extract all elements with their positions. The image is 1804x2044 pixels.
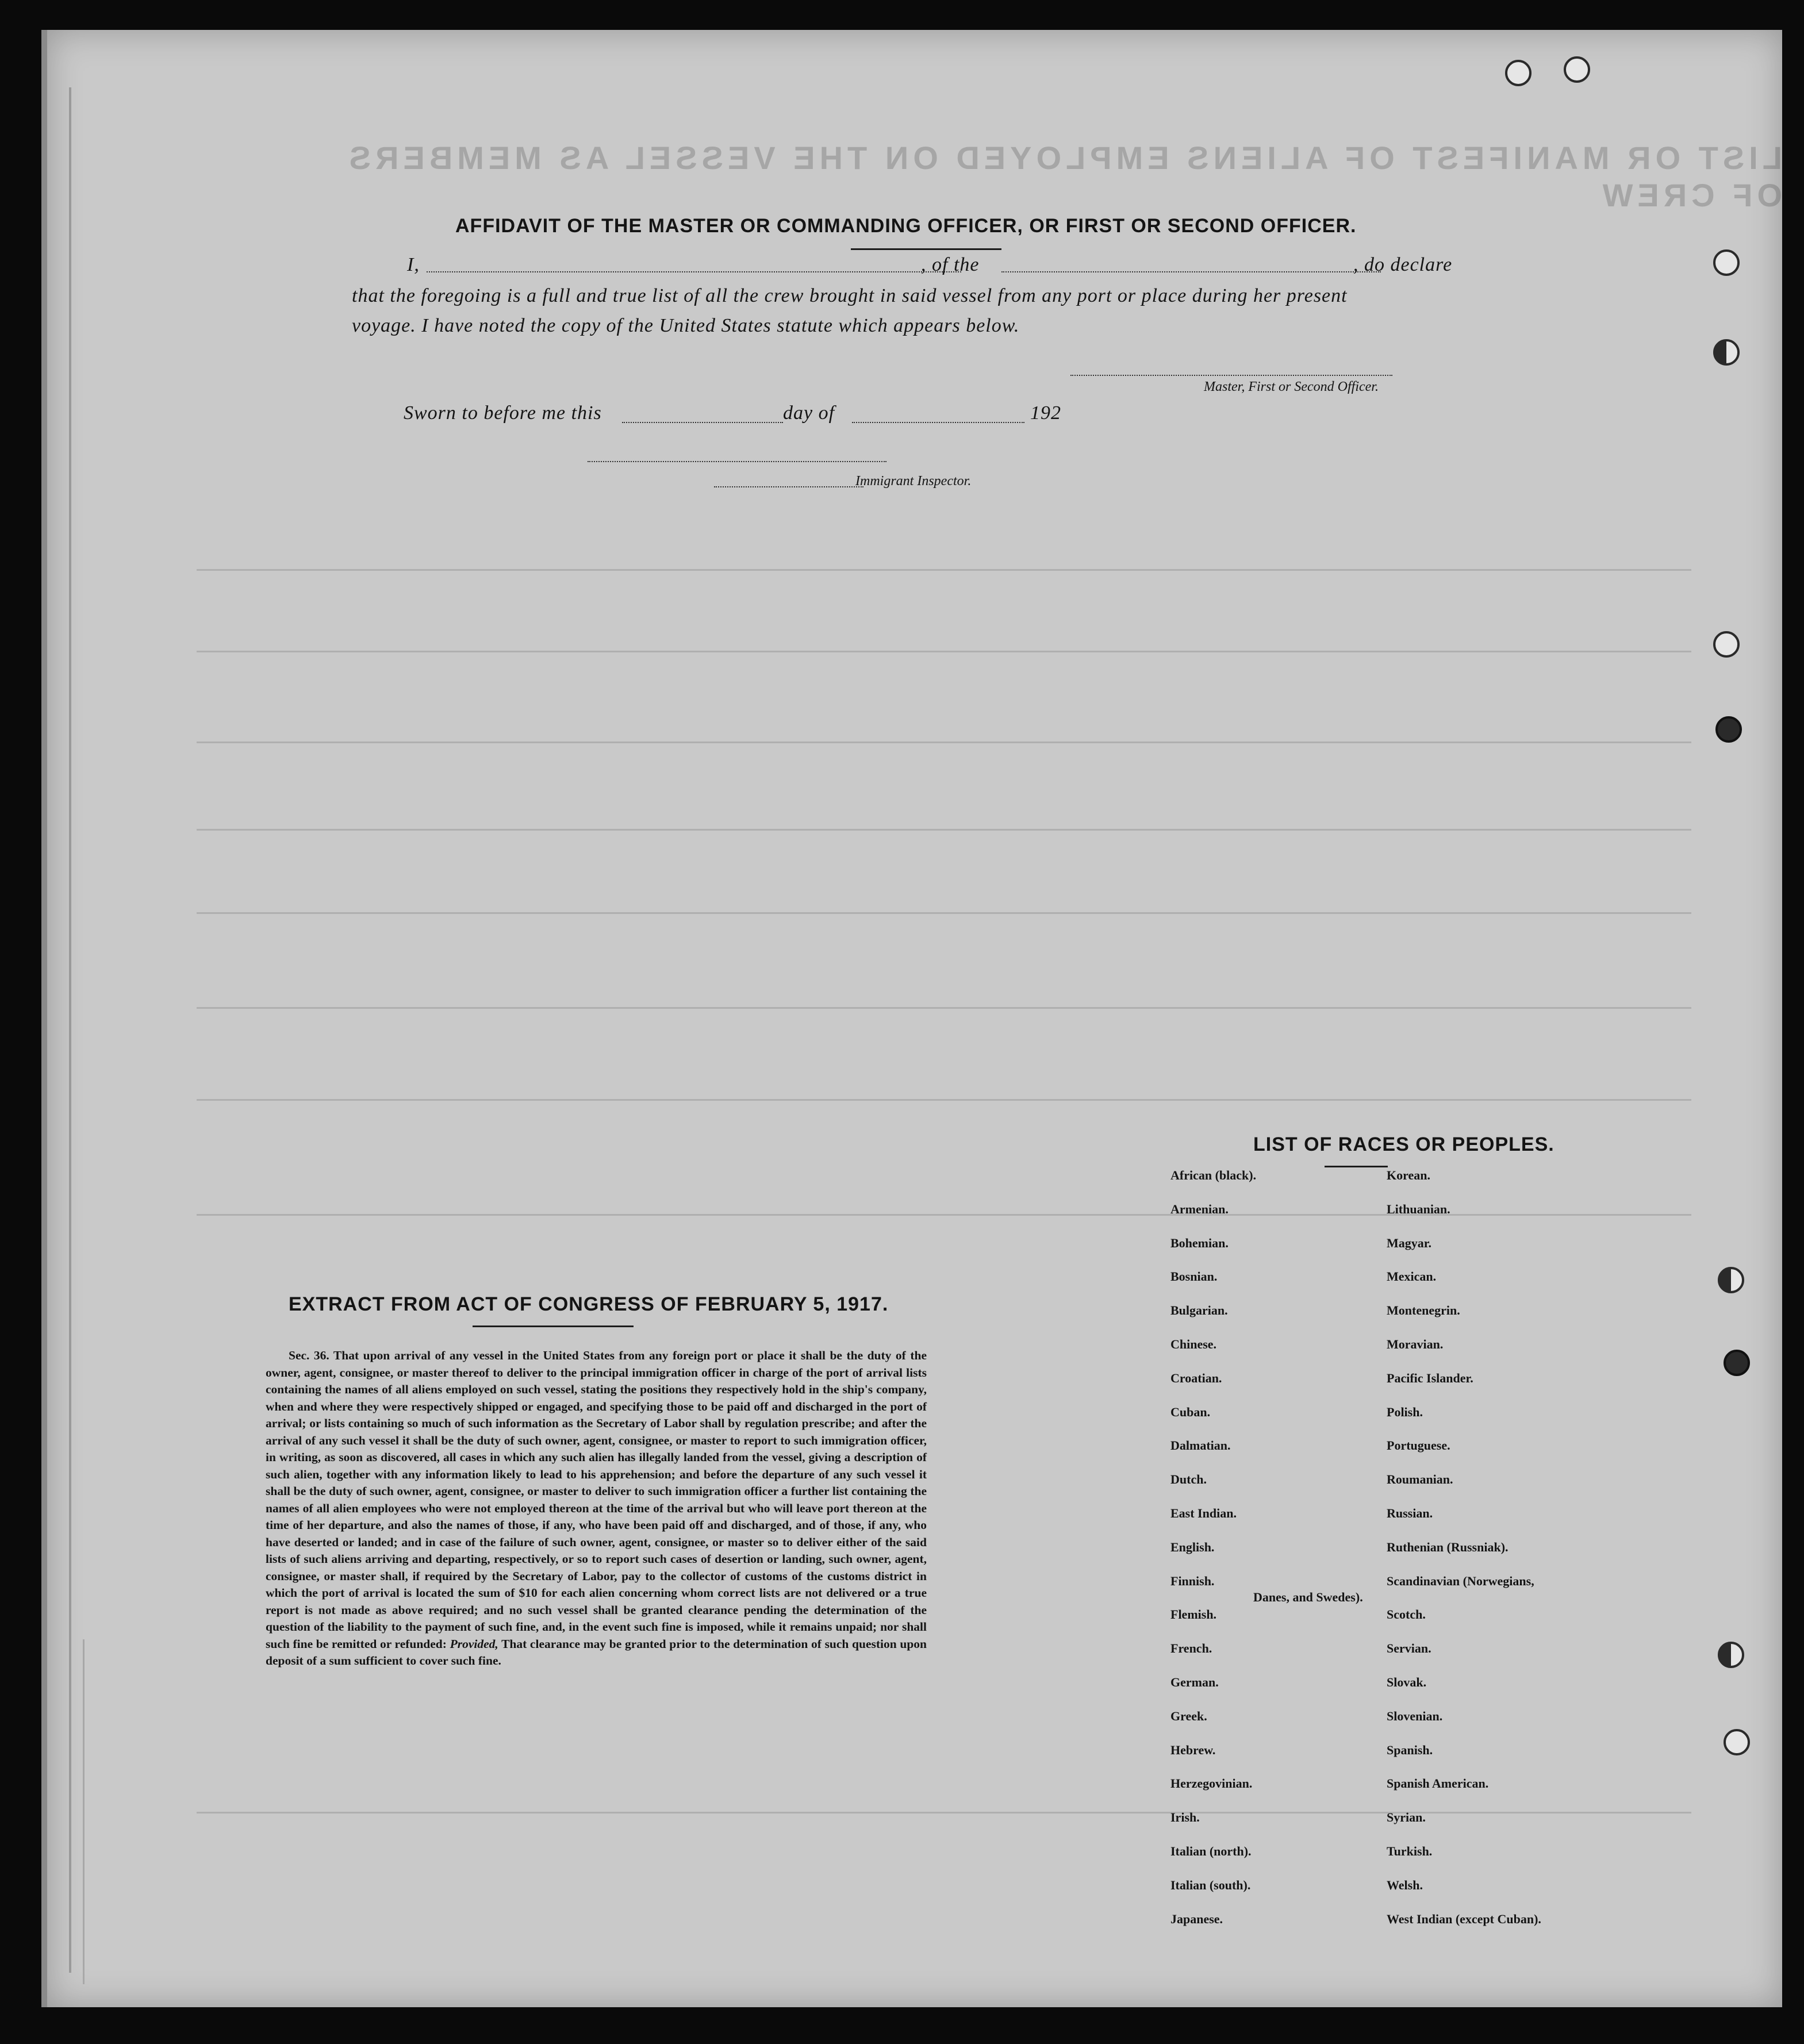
binder-hole — [1713, 631, 1740, 658]
race-item: Lithuanian. — [1387, 1201, 1450, 1216]
affidavit-of-the-label: , of the — [921, 254, 980, 275]
inspector-signature-field[interactable] — [714, 485, 863, 487]
bleed-through-row — [197, 569, 1691, 571]
bleed-through-row — [197, 1812, 1691, 1814]
inspector-label: Immigrant Inspector. — [855, 474, 972, 489]
extract-underline — [473, 1325, 634, 1327]
race-item: Korean. — [1387, 1168, 1430, 1182]
day-of-label: day of — [783, 402, 835, 424]
race-item: Flemish. — [1170, 1607, 1217, 1622]
race-item: Bulgarian. — [1170, 1303, 1228, 1318]
race-item: Scandinavian (Norwegians, — [1387, 1573, 1534, 1588]
race-item: Magyar. — [1387, 1235, 1432, 1250]
race-item: Servian. — [1387, 1641, 1431, 1656]
race-item: Roumanian. — [1387, 1472, 1453, 1487]
bleed-through-row — [197, 829, 1691, 831]
race-item: Dalmatian. — [1170, 1438, 1231, 1453]
race-item: Ruthenian (Russniak). — [1387, 1539, 1509, 1554]
race-item: German. — [1170, 1675, 1219, 1689]
race-item: Moravian. — [1387, 1337, 1444, 1351]
race-item: Mexican. — [1387, 1269, 1437, 1284]
race-item: Turkish. — [1387, 1844, 1433, 1858]
year-prefix: 192 — [1030, 402, 1061, 424]
binder-hole — [1713, 249, 1740, 276]
race-item: Slovenian. — [1387, 1708, 1443, 1723]
binder-hole — [1564, 56, 1590, 83]
race-item: Herzegovinian. — [1170, 1776, 1253, 1791]
race-item: Bosnian. — [1170, 1269, 1218, 1284]
races-title: LIST OF RACES OR PEOPLES. — [1253, 1134, 1554, 1155]
race-item: English. — [1170, 1539, 1215, 1554]
race-item: Irish. — [1170, 1810, 1200, 1825]
extract-text-part1: That upon arrival of any vessel in the United States from any foreign port or place it shall be the duty of the owner, agent, consignee, or master thereof to deliver to the principal immigration officer in charge of the port of arrival lists containing the names of all aliens employed on such vessel, stating the positions they respectively hold in the ship's company, when and where they were respectively shipped or engaged, and specifying those to be paid off and discharged in the port of arrival; or lists containing so much of such information as the Secretary of Labor shall by regulation prescribe; and after the arrival of any such vessel it shall be the duty of such owner, agent, consignee, or master to report to such immigration officer, in writing, as soon as discovered, all cases in which any such alien has illegally landed from the vessel, giving a description of such alien, together with any information likely to lead to his apprehension; and before the departure of any such vessel it shall be the duty of such owner, agent, consignee, or master to deliver to such immigration officer a further list containing the names of all alien employees who were not employed thereon at the time of the arrival but who will leave port thereon at the time of her departure, and also the names of those, if any, who have been paid off and discharged, and of those, if any, who have deserted or landed; and in case of the failure of such owner, agent, consignee, or master so to deliver either of the said lists of such aliens arriving and departing, respectively, or so to report such cases of desertion or landing, such owner, agent, consignee, or master shall, if required by the Secretary of Labor, pay to the collector of customs of the customs district in which the port of arrival is located the sum of $10 for each alien concerning whom correct lists are not delivered or a true report is not made as above required; and no such vessel shall be granted clearance pending the determination of the question of the liability to the payment of such fine, and, in the event such fine is imposed, while it remains unpaid; nor shall such fine be remitted or refunded: — [266, 1348, 927, 1651]
race-item: Montenegrin. — [1387, 1303, 1460, 1318]
sworn-month-field[interactable] — [852, 421, 1024, 423]
master-signature-field[interactable] — [1070, 374, 1392, 376]
vessel-name-field[interactable] — [1001, 270, 1381, 272]
affidavit-title: AFFIDAVIT OF THE MASTER OR COMMANDING OFFICER, OR FIRST OR SECOND OFFICER. — [455, 215, 1357, 237]
extract-body — [266, 1347, 927, 1670]
binder-hole — [1724, 1729, 1750, 1755]
bleed-through-row — [197, 741, 1691, 743]
race-item: Chinese. — [1170, 1337, 1217, 1351]
race-item: Russian. — [1387, 1506, 1433, 1520]
race-item: Spanish. — [1387, 1742, 1433, 1757]
race-item: Japanese. — [1170, 1911, 1223, 1926]
binder-hole — [1505, 60, 1532, 86]
affidavit-statement-line2: voyage. I have noted the copy of the United States statute which appears below. — [352, 315, 1020, 336]
page-fold-line — [69, 87, 71, 1973]
race-item: West Indian (except Cuban). — [1387, 1911, 1541, 1926]
race-item: Finnish. — [1170, 1573, 1215, 1588]
race-item: Armenian. — [1170, 1201, 1229, 1216]
affidavit-i-label: I, — [407, 254, 420, 275]
binder-hole — [1713, 339, 1740, 366]
bleed-through-row — [197, 1007, 1691, 1009]
race-item: African (black). — [1170, 1168, 1257, 1182]
race-item: Greek. — [1170, 1708, 1207, 1723]
race-item: Portuguese. — [1387, 1438, 1450, 1453]
binder-hole — [1718, 1642, 1744, 1668]
race-item: Slovak. — [1387, 1675, 1427, 1689]
race-item: Danes, and Swedes). — [1253, 1589, 1363, 1604]
sworn-day-field[interactable] — [622, 421, 783, 423]
race-item: Spanish American. — [1387, 1776, 1489, 1791]
sworn-label: Sworn to before me this — [404, 402, 602, 424]
race-item: Syrian. — [1387, 1810, 1426, 1825]
bleed-through-row — [197, 912, 1691, 914]
binder-hole — [1715, 716, 1742, 743]
race-item: Cuban. — [1170, 1404, 1211, 1419]
race-item: Welsh. — [1387, 1877, 1423, 1892]
provided-label: Provided, — [450, 1636, 498, 1651]
bleed-through-row — [197, 651, 1691, 652]
race-item: Hebrew. — [1170, 1742, 1216, 1757]
race-item: Pacific Islander. — [1387, 1370, 1473, 1385]
binder-hole — [1718, 1267, 1744, 1293]
race-item: East Indian. — [1170, 1506, 1237, 1520]
bleed-through-title: LIST OR MANIFEST OF ALIENS EMPLOYED ON THE VESSEL AS MEMBERS OF CREW — [344, 140, 1782, 213]
binder-hole — [1724, 1350, 1750, 1376]
title-underline — [851, 248, 1001, 250]
page-fold-line — [83, 1639, 85, 1984]
bleed-through-row — [197, 1099, 1691, 1101]
races-underline — [1325, 1166, 1388, 1167]
race-item: Polish. — [1387, 1404, 1423, 1419]
section-label: Sec. 36. — [289, 1348, 329, 1362]
race-item: Bohemian. — [1170, 1235, 1229, 1250]
manifest-page — [41, 30, 1782, 2007]
race-item: Italian (north). — [1170, 1844, 1252, 1858]
master-signature-label: Master, First or Second Officer. — [1204, 379, 1379, 394]
bleed-through-row — [197, 1214, 1691, 1216]
affidavit-declare-label: , do declare — [1353, 254, 1453, 275]
race-item: French. — [1170, 1641, 1212, 1656]
race-item: Scotch. — [1387, 1607, 1426, 1622]
extract-text-part2: That clearance may be granted prior to the determination of such question upon deposit of a sum sufficient to cover such fine. — [266, 1636, 927, 1668]
inspector-signature-line[interactable] — [588, 460, 886, 462]
affidavit-statement-line1: that the foregoing is a full and true list of all the crew brought in said vessel from any port or place during her present — [352, 285, 1348, 306]
master-name-field[interactable] — [427, 270, 961, 272]
extract-title: EXTRACT FROM ACT OF CONGRESS OF FEBRUARY 5, 1917. — [289, 1293, 889, 1315]
race-item: Croatian. — [1170, 1370, 1222, 1385]
race-item: Italian (south). — [1170, 1877, 1251, 1892]
race-item: Dutch. — [1170, 1472, 1207, 1487]
